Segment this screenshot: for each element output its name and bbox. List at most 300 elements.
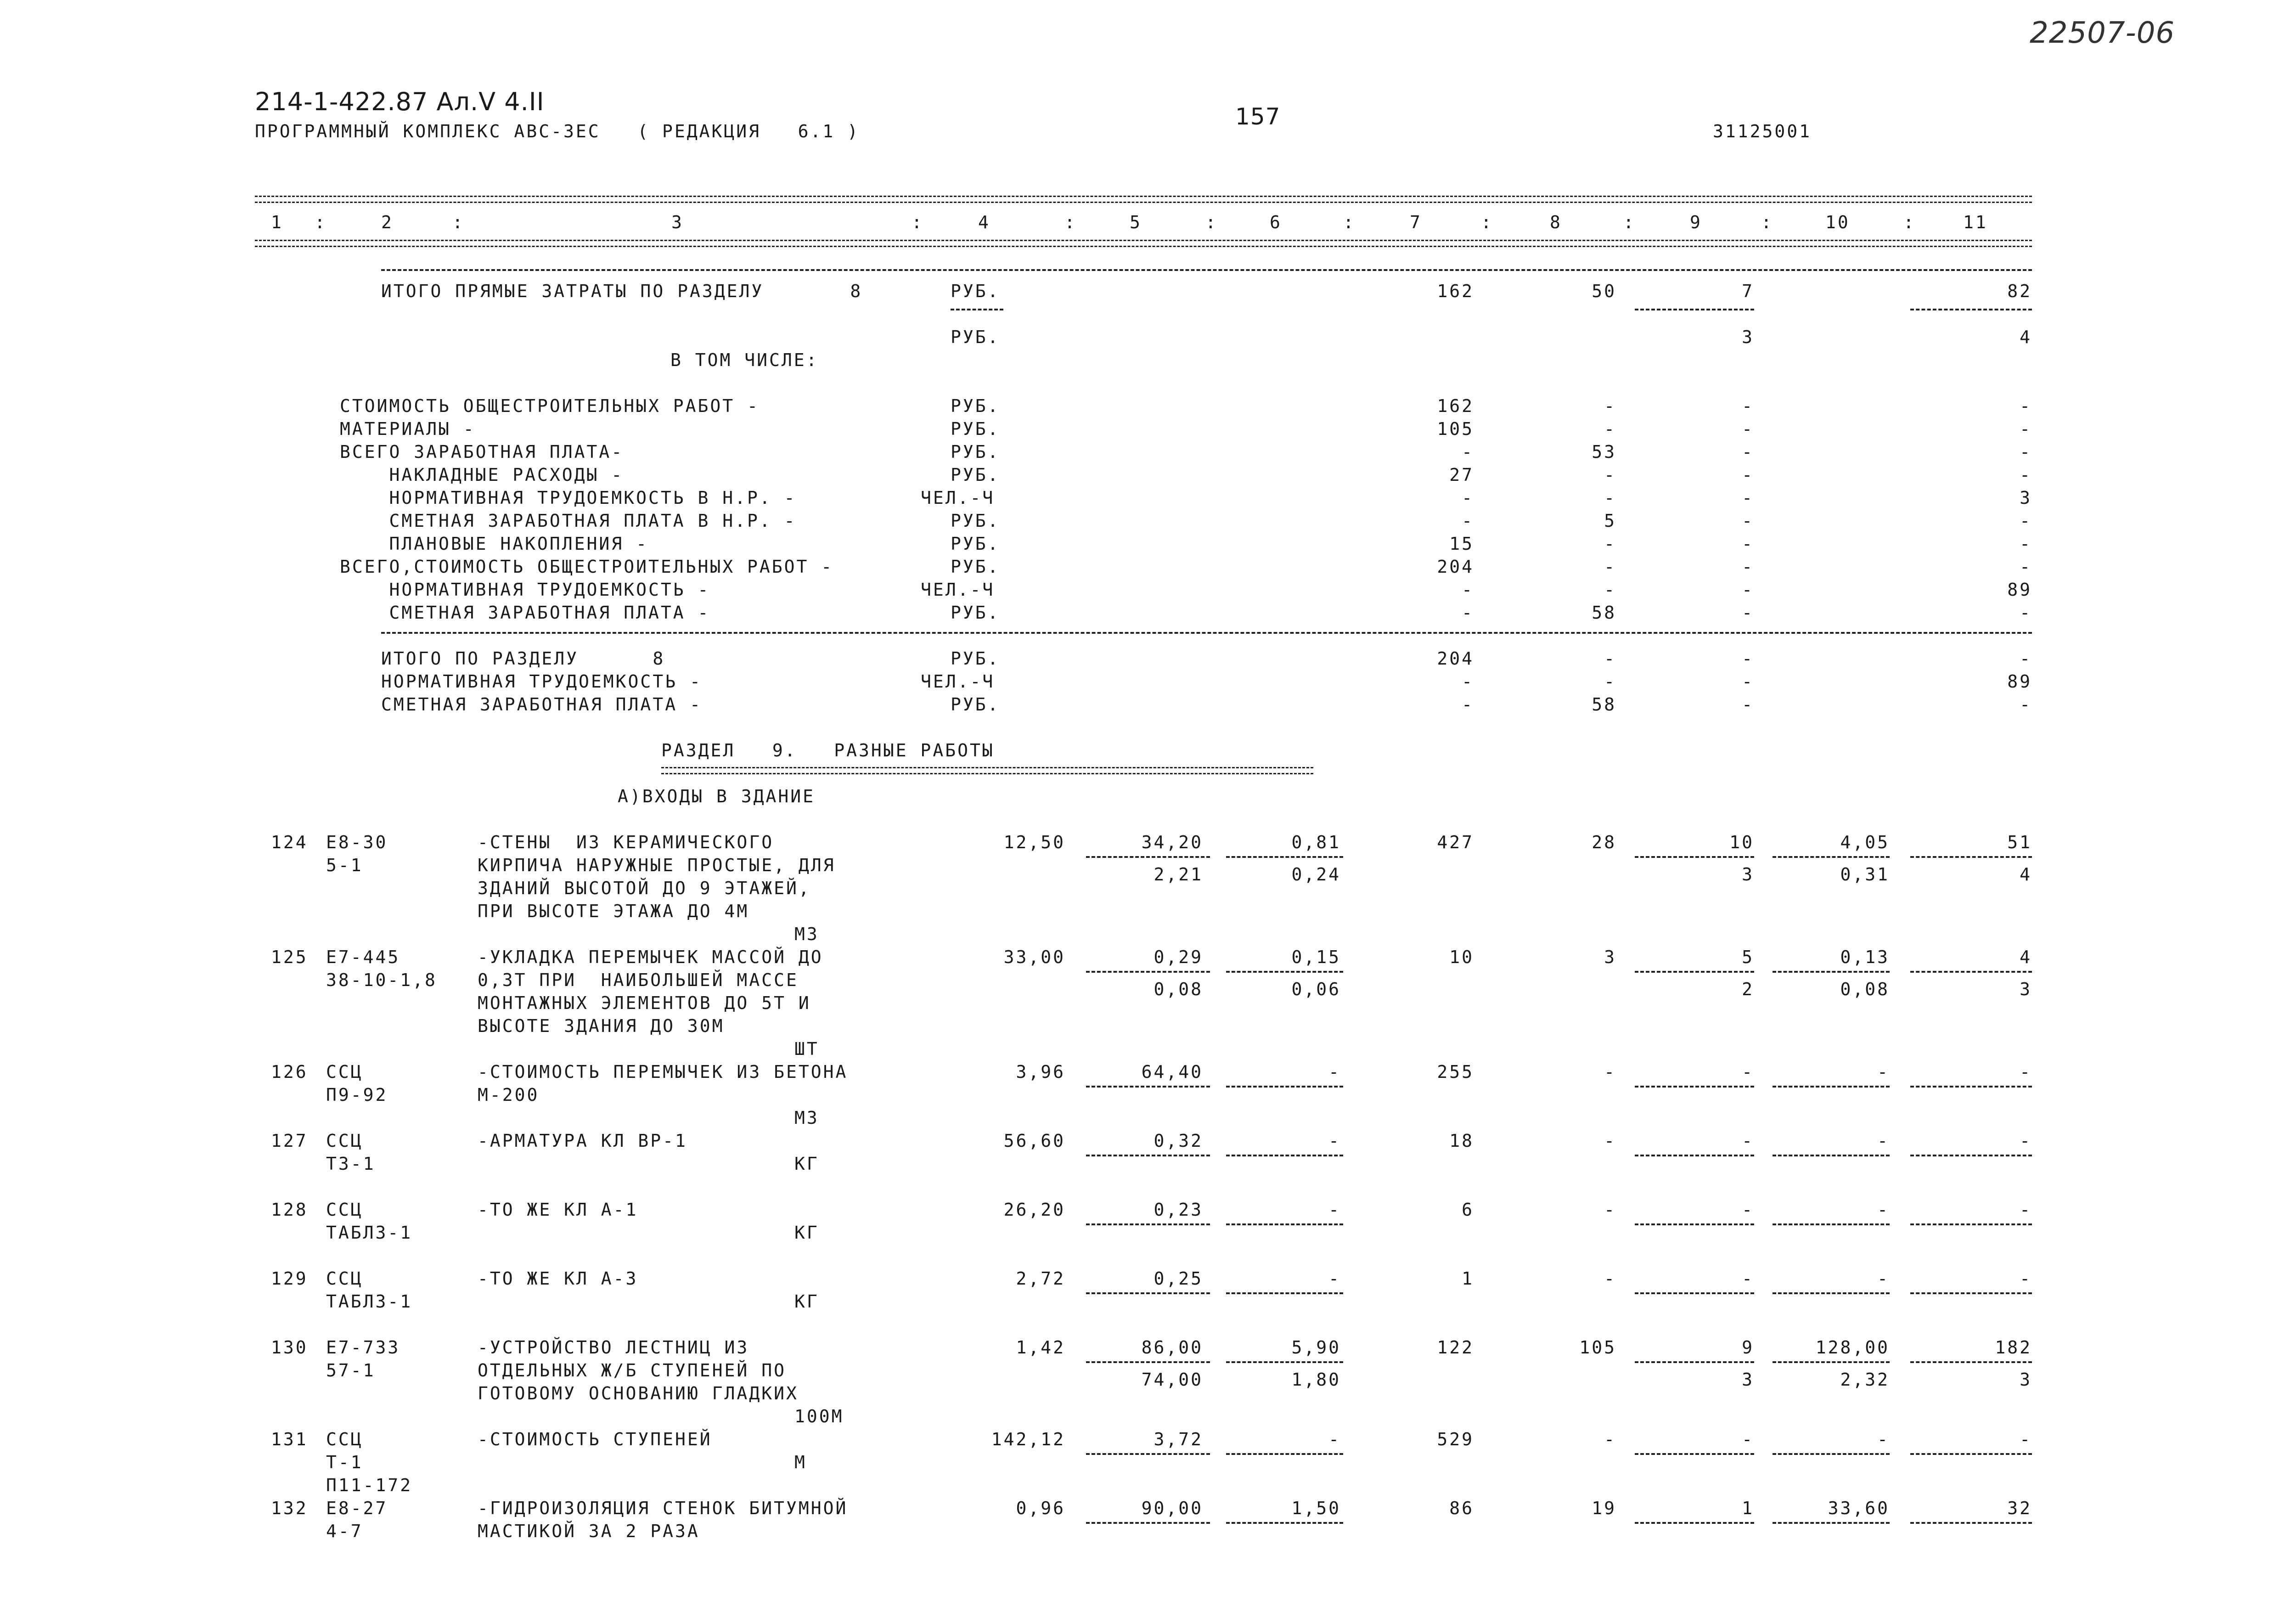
breakdown-unit: РУБ. xyxy=(951,557,1000,577)
item-c10: - xyxy=(1877,1268,1890,1289)
item-c7: 10 xyxy=(1449,947,1474,967)
including-label: В ТОМ ЧИСЛЕ: xyxy=(670,350,819,370)
total-c8: 58 xyxy=(1592,694,1616,715)
item-c6: 5,90 xyxy=(1291,1337,1341,1358)
sub-rule xyxy=(1086,971,1210,973)
item-description-line: -АРМАТУРА КЛ ВР-1 xyxy=(478,1131,687,1151)
item-c9: 5 xyxy=(1742,947,1754,967)
breakdown-c8: - xyxy=(1604,534,1616,554)
sub-rule xyxy=(1226,1086,1343,1088)
item-number: 130 xyxy=(271,1337,308,1358)
item-c5: 0,23 xyxy=(1154,1200,1203,1220)
item-c10b: 0,08 xyxy=(1840,979,1890,999)
item-c6: - xyxy=(1328,1062,1341,1082)
sub-rule xyxy=(1086,1522,1210,1524)
item-c9: 1 xyxy=(1742,1498,1754,1518)
sub-rule xyxy=(1635,856,1754,858)
item-c9b: 3 xyxy=(1742,864,1754,885)
direct-costs-c9: 7 xyxy=(1742,281,1754,301)
col-sep: : xyxy=(452,212,465,232)
breakdown-unit: РУБ. xyxy=(951,442,1000,462)
sub-rule xyxy=(1635,1223,1754,1225)
col-header-11: 11 xyxy=(1963,212,1988,232)
sub-rule xyxy=(1773,1223,1890,1225)
col-sep: : xyxy=(1205,212,1218,232)
breakdown-unit: РУБ. xyxy=(951,603,1000,623)
breakdown-c11: 89 xyxy=(2007,580,2032,600)
total-c7: - xyxy=(1462,671,1474,692)
item-code: Е8-27 xyxy=(326,1498,388,1518)
breakdown-c11: - xyxy=(2020,534,2032,554)
item-c5b: 74,00 xyxy=(1141,1370,1203,1390)
item-c10: - xyxy=(1877,1429,1890,1449)
total-c9: - xyxy=(1742,694,1754,715)
page-number: 157 xyxy=(1235,103,1281,130)
breakdown-label: НОРМАТИВНАЯ ТРУДОЕМКОСТЬ В Н.Р. - xyxy=(340,488,797,508)
breakdown-c11: - xyxy=(2020,603,2032,623)
col-header-3: 3 xyxy=(671,212,684,232)
item-c4: 2,72 xyxy=(1016,1268,1065,1289)
item-c9: - xyxy=(1742,1200,1754,1220)
sub-rule xyxy=(1910,1086,2032,1088)
total-unit: РУБ. xyxy=(951,694,1000,715)
item-c10: 33,60 xyxy=(1828,1498,1890,1518)
item-c4: 3,96 xyxy=(1016,1062,1065,1082)
breakdown-c11: - xyxy=(2020,557,2032,577)
sub-rule xyxy=(1910,1155,2032,1156)
breakdown-c8: - xyxy=(1604,488,1616,508)
item-number: 124 xyxy=(271,832,308,852)
section-9-title: РАЗДЕЛ 9. РАЗНЫЕ РАБОТЫ xyxy=(661,740,995,761)
item-c7: 529 xyxy=(1437,1429,1474,1449)
item-c10: - xyxy=(1877,1062,1890,1082)
breakdown-c9: - xyxy=(1742,511,1754,531)
item-c11: - xyxy=(2020,1062,2032,1082)
sub-rule xyxy=(1773,1522,1890,1524)
item-c8: - xyxy=(1604,1062,1616,1082)
item-c9: - xyxy=(1742,1268,1754,1289)
sub-rule xyxy=(1226,856,1343,858)
item-c6b: 0,06 xyxy=(1291,979,1341,999)
sub-rule xyxy=(1086,1453,1210,1455)
item-c7: 1 xyxy=(1462,1268,1474,1289)
item-number: 127 xyxy=(271,1131,308,1151)
total-c11: - xyxy=(2020,648,2032,669)
c9-rule xyxy=(1635,309,1754,310)
item-c9: 10 xyxy=(1729,832,1754,852)
col-sep: : xyxy=(315,212,327,232)
breakdown-c8: - xyxy=(1604,557,1616,577)
breakdown-c7: - xyxy=(1462,580,1474,600)
sub-rule xyxy=(1226,971,1343,973)
item-subcode: 57-1 xyxy=(326,1360,376,1381)
direct-costs-c8: 50 xyxy=(1592,281,1616,301)
item-c5: 0,25 xyxy=(1154,1268,1203,1289)
direct-costs-c11b: 4 xyxy=(2020,327,2032,347)
breakdown-c11: - xyxy=(2020,465,2032,485)
breakdown-c11: - xyxy=(2020,511,2032,531)
item-unit: М3 xyxy=(794,1108,819,1128)
item-c11: - xyxy=(2020,1131,2032,1151)
total-c8: - xyxy=(1604,671,1616,692)
item-c8: - xyxy=(1604,1200,1616,1220)
sub-rule xyxy=(1910,971,2032,973)
item-description-line: МАСТИКОЙ ЗА 2 РАЗА xyxy=(478,1521,700,1541)
sub-rule xyxy=(1910,1223,2032,1225)
item-c9: - xyxy=(1742,1429,1754,1449)
col-header-5: 5 xyxy=(1130,212,1142,232)
item-unit: КГ xyxy=(794,1154,819,1174)
sub-rule xyxy=(1635,1522,1754,1524)
breakdown-unit: РУБ. xyxy=(951,396,1000,416)
item-subcode: 4-7 xyxy=(326,1521,363,1541)
document-code: 31125001 xyxy=(1713,121,1812,141)
breakdown-unit: ЧЕЛ.-Ч xyxy=(921,488,995,508)
sub-rule xyxy=(1635,1292,1754,1294)
breakdown-c9: - xyxy=(1742,557,1754,577)
breakdown-c9: - xyxy=(1742,603,1754,623)
item-c6: - xyxy=(1328,1131,1341,1151)
item-c11b: 3 xyxy=(2020,1370,2032,1390)
item-description-line: -ТО ЖЕ КЛ А-1 xyxy=(478,1200,638,1220)
item-c11: 51 xyxy=(2007,832,2032,852)
item-subcode: ТАБЛ3-1 xyxy=(326,1291,413,1312)
breakdown-c11: - xyxy=(2020,419,2032,439)
item-c5: 0,32 xyxy=(1154,1131,1203,1151)
item-description-line: МОНТАЖНЫХ ЭЛЕМЕНТОВ ДО 5Т И xyxy=(478,993,811,1013)
breakdown-unit: РУБ. xyxy=(951,465,1000,485)
item-subcode: П11-172 xyxy=(326,1475,413,1495)
col-header-7: 7 xyxy=(1410,212,1422,232)
direct-costs-c7: 162 xyxy=(1437,281,1474,301)
item-c5: 0,29 xyxy=(1154,947,1203,967)
item-c5: 90,00 xyxy=(1141,1498,1203,1518)
sub-rule xyxy=(1226,1155,1343,1156)
breakdown-label: СМЕТНАЯ ЗАРАБОТНАЯ ПЛАТА - xyxy=(340,603,710,623)
sub-rule xyxy=(1086,1223,1210,1225)
item-code: Е8-30 xyxy=(326,832,388,852)
item-c6: - xyxy=(1328,1200,1341,1220)
breakdown-unit: РУБ. xyxy=(951,511,1000,531)
item-description-line: ОТДЕЛЬНЫХ Ж/Б СТУПЕНЕЙ ПО xyxy=(478,1360,786,1381)
item-number: 129 xyxy=(271,1268,308,1289)
item-c6b: 0,24 xyxy=(1291,864,1341,885)
total-unit: ЧЕЛ.-Ч xyxy=(921,671,995,692)
section-rule xyxy=(381,269,2032,271)
sub-rule xyxy=(1086,1292,1210,1294)
breakdown-c8: - xyxy=(1604,396,1616,416)
item-description-line: -СТОИМОСТЬ ПЕРЕМЫЧЕК ИЗ БЕТОНА xyxy=(478,1062,848,1082)
total-unit: РУБ. xyxy=(951,648,1000,669)
item-description-line: -СТОИМОСТЬ СТУПЕНЕЙ xyxy=(478,1429,712,1449)
sub-rule xyxy=(1086,856,1210,858)
sub-rule xyxy=(1635,1453,1754,1455)
item-c6b: 1,80 xyxy=(1291,1370,1341,1390)
sub-rule xyxy=(1910,1361,2032,1363)
item-description-line: ГОТОВОМУ ОСНОВАНИЮ ГЛАДКИХ xyxy=(478,1383,799,1403)
section-9-subtitle: А)ВХОДЫ В ЗДАНИЕ xyxy=(618,786,816,806)
breakdown-label: МАТЕРИАЛЫ - xyxy=(340,419,476,439)
item-c7: 427 xyxy=(1437,832,1474,852)
total-c9: - xyxy=(1742,648,1754,669)
sub-rule xyxy=(1773,1292,1890,1294)
item-c11: - xyxy=(2020,1268,2032,1289)
sub-rule xyxy=(1226,1522,1343,1524)
sub-rule xyxy=(1773,971,1890,973)
total-c9: - xyxy=(1742,671,1754,692)
item-c4: 33,00 xyxy=(1003,947,1065,967)
col-sep: : xyxy=(1623,212,1636,232)
item-number: 131 xyxy=(271,1429,308,1449)
totals-rule xyxy=(381,632,2032,634)
sub-rule xyxy=(1773,1155,1890,1156)
col-header-10: 10 xyxy=(1825,212,1850,232)
breakdown-unit: РУБ. xyxy=(951,534,1000,554)
item-c11: 4 xyxy=(2020,947,2032,967)
header-bottom-rule xyxy=(255,240,2032,247)
item-c9b: 2 xyxy=(1742,979,1754,999)
total-c7: 204 xyxy=(1437,648,1474,669)
breakdown-c7: - xyxy=(1462,511,1474,531)
item-c7: 122 xyxy=(1437,1337,1474,1358)
item-c8: 28 xyxy=(1592,832,1616,852)
total-c8: - xyxy=(1604,648,1616,669)
sub-rule xyxy=(1910,1292,2032,1294)
item-c5: 64,40 xyxy=(1141,1062,1203,1082)
direct-costs-c9b: 3 xyxy=(1742,327,1754,347)
sub-rule xyxy=(1910,1522,2032,1524)
item-c4: 142,12 xyxy=(991,1429,1065,1449)
item-code: ССЦ xyxy=(326,1429,363,1449)
sub-rule xyxy=(1910,856,2032,858)
breakdown-c8: 53 xyxy=(1592,442,1616,462)
item-subcode: ТАБЛ3-1 xyxy=(326,1223,413,1243)
sub-rule xyxy=(1635,1086,1754,1088)
item-c7: 255 xyxy=(1437,1062,1474,1082)
breakdown-unit: ЧЕЛ.-Ч xyxy=(921,580,995,600)
sub-rule xyxy=(1635,1361,1754,1363)
item-c5b: 2,21 xyxy=(1154,864,1203,885)
breakdown-label: ПЛАНОВЫЕ НАКОПЛЕНИЯ - xyxy=(340,534,648,554)
item-c6: 1,50 xyxy=(1291,1498,1341,1518)
item-c8: 3 xyxy=(1604,947,1616,967)
sub-rule xyxy=(1086,1086,1210,1088)
breakdown-c9: - xyxy=(1742,419,1754,439)
total-c7: - xyxy=(1462,694,1474,715)
item-c9: 9 xyxy=(1742,1337,1754,1358)
breakdown-label: ВСЕГО ЗАРАБОТНАЯ ПЛАТА- xyxy=(340,442,624,462)
breakdown-c8: - xyxy=(1604,465,1616,485)
item-c11: 32 xyxy=(2007,1498,2032,1518)
item-c8: - xyxy=(1604,1429,1616,1449)
item-subcode: Т3-1 xyxy=(326,1154,376,1174)
col-sep: : xyxy=(1761,212,1773,232)
item-c10: 128,00 xyxy=(1815,1337,1890,1358)
item-c5b: 0,08 xyxy=(1154,979,1203,999)
col-sep: : xyxy=(1343,212,1356,232)
breakdown-c7: 162 xyxy=(1437,396,1474,416)
breakdown-label: СМЕТНАЯ ЗАРАБОТНАЯ ПЛАТА В Н.Р. - xyxy=(340,511,797,531)
breakdown-c7: 105 xyxy=(1437,419,1474,439)
breakdown-c9: - xyxy=(1742,534,1754,554)
item-c9: - xyxy=(1742,1131,1754,1151)
item-c10b: 2,32 xyxy=(1840,1370,1890,1390)
item-description-line: КИРПИЧА НАРУЖНЫЕ ПРОСТЫЕ, ДЛЯ xyxy=(478,855,836,875)
breakdown-label: НОРМАТИВНАЯ ТРУДОЕМКОСТЬ - xyxy=(340,580,710,600)
item-description-line: -ТО ЖЕ КЛ А-3 xyxy=(478,1268,638,1289)
breakdown-c8: - xyxy=(1604,580,1616,600)
breakdown-c9: - xyxy=(1742,465,1754,485)
direct-costs-unit: РУБ. xyxy=(951,281,1000,301)
sub-rule xyxy=(1773,856,1890,858)
breakdown-label: СТОИМОСТЬ ОБЩЕСТРОИТЕЛЬНЫХ РАБОТ - xyxy=(340,396,760,416)
breakdown-c7: - xyxy=(1462,488,1474,508)
direct-costs-c11: 82 xyxy=(2007,281,2032,301)
item-c5: 3,72 xyxy=(1154,1429,1203,1449)
item-code: ССЦ xyxy=(326,1268,363,1289)
col-sep: : xyxy=(1064,212,1077,232)
breakdown-c9: - xyxy=(1742,396,1754,416)
item-code: ССЦ xyxy=(326,1131,363,1151)
item-subcode: 38-10-1,8 xyxy=(326,970,437,990)
item-description-line: -УКЛАДКА ПЕРЕМЫЧЕК МАССОЙ ДО xyxy=(478,947,823,967)
item-unit: КГ xyxy=(794,1223,819,1243)
breakdown-c8: 5 xyxy=(1604,511,1616,531)
breakdown-label: ВСЕГО,СТОИМОСТЬ ОБЩЕСТРОИТЕЛЬНЫХ РАБОТ - xyxy=(340,557,834,577)
item-c7: 6 xyxy=(1462,1200,1474,1220)
item-description-line: 0,3Т ПРИ НАИБОЛЬШЕЙ МАССЕ xyxy=(478,970,799,990)
section-9-underline xyxy=(661,767,1313,774)
item-description-line: ЗДАНИЙ ВЫСОТОЙ ДО 9 ЭТАЖЕЙ, xyxy=(478,878,811,898)
item-c10: - xyxy=(1877,1131,1890,1151)
sub-rule xyxy=(1635,971,1754,973)
col-header-4: 4 xyxy=(978,212,990,232)
item-description-line: ПРИ ВЫСОТЕ ЭТАЖА ДО 4М xyxy=(478,901,749,921)
item-number: 125 xyxy=(271,947,308,967)
breakdown-c9: - xyxy=(1742,488,1754,508)
item-c5: 34,20 xyxy=(1141,832,1203,852)
col-header-9: 9 xyxy=(1690,212,1702,232)
breakdown-c11: - xyxy=(2020,396,2032,416)
document-reference: 214-1-422.87 Ал.V 4.II xyxy=(255,87,545,116)
item-c8: 19 xyxy=(1592,1498,1616,1518)
item-code: ССЦ xyxy=(326,1200,363,1220)
item-description-line: -СТЕНЫ ИЗ КЕРАМИЧЕСКОГО xyxy=(478,832,774,852)
total-c11: 89 xyxy=(2007,671,2032,692)
item-code: Е7-445 xyxy=(326,947,400,967)
total-label: СМЕТНАЯ ЗАРАБОТНАЯ ПЛАТА - xyxy=(381,694,702,715)
col-header-6: 6 xyxy=(1270,212,1282,232)
breakdown-c7: - xyxy=(1462,603,1474,623)
item-c4: 12,50 xyxy=(1003,832,1065,852)
item-subcode: 5-1 xyxy=(326,855,363,875)
item-unit: М3 xyxy=(794,924,819,944)
col-header-1: 1 xyxy=(271,212,283,232)
item-description-line: -ГИДРОИЗОЛЯЦИЯ СТЕНОК БИТУМНОЙ xyxy=(478,1498,848,1518)
item-c11: - xyxy=(2020,1429,2032,1449)
sub-rule xyxy=(1773,1453,1890,1455)
item-c6: 0,81 xyxy=(1291,832,1341,852)
item-subcode: Т-1 xyxy=(326,1452,363,1472)
total-c11: - xyxy=(2020,694,2032,715)
sub-rule xyxy=(1910,1453,2032,1455)
sub-rule xyxy=(1226,1453,1343,1455)
item-unit: ШТ xyxy=(794,1039,819,1059)
item-c4: 26,20 xyxy=(1003,1200,1065,1220)
direct-costs-unit2: РУБ. xyxy=(951,327,1000,347)
program-line: ПРОГРАММНЫЙ КОМПЛЕКС АВС-ЗЕС ( РЕДАКЦИЯ 6.1 ) xyxy=(255,121,860,141)
total-label: НОРМАТИВНАЯ ТРУДОЕМКОСТЬ - xyxy=(381,671,702,692)
total-label: ИТОГО ПО РАЗДЕЛУ 8 xyxy=(381,648,665,669)
breakdown-c7: 204 xyxy=(1437,557,1474,577)
item-c9: - xyxy=(1742,1062,1754,1082)
item-c6: 0,15 xyxy=(1291,947,1341,967)
item-number: 132 xyxy=(271,1498,308,1518)
item-c10: 0,13 xyxy=(1840,947,1890,967)
item-c10b: 0,31 xyxy=(1840,864,1890,885)
sub-rule xyxy=(1226,1292,1343,1294)
item-description-line: М-200 xyxy=(478,1085,540,1105)
col-header-8: 8 xyxy=(1550,212,1562,232)
item-c8: - xyxy=(1604,1268,1616,1289)
breakdown-c7: 27 xyxy=(1449,465,1474,485)
item-description-line: -УСТРОЙСТВО ЛЕСТНИЦ ИЗ xyxy=(478,1337,749,1358)
item-c7: 86 xyxy=(1449,1498,1474,1518)
item-c10: - xyxy=(1877,1200,1890,1220)
item-c7: 18 xyxy=(1449,1131,1474,1151)
item-description-line: ВЫСОТЕ ЗДАНИЯ ДО 30М xyxy=(478,1016,725,1036)
col-sep: : xyxy=(1481,212,1493,232)
item-c11: - xyxy=(2020,1200,2032,1220)
sub-rule xyxy=(1086,1155,1210,1156)
col-sep: : xyxy=(1903,212,1916,232)
c11-rule xyxy=(1910,309,2032,310)
item-c5: 86,00 xyxy=(1141,1337,1203,1358)
col-sep: : xyxy=(912,212,924,232)
item-c9b: 3 xyxy=(1742,1370,1754,1390)
breakdown-label: НАКЛАДНЫЕ РАСХОДЫ - xyxy=(340,465,624,485)
archive-number-mark: 22507-06 xyxy=(2030,16,2175,50)
item-subcode: П9-92 xyxy=(326,1085,388,1105)
item-c8: - xyxy=(1604,1131,1616,1151)
breakdown-c11: - xyxy=(2020,442,2032,462)
breakdown-c8: 58 xyxy=(1592,603,1616,623)
breakdown-c7: 15 xyxy=(1449,534,1474,554)
item-unit: М xyxy=(794,1452,807,1472)
item-c11: 182 xyxy=(1995,1337,2032,1358)
item-c4: 1,42 xyxy=(1016,1337,1065,1358)
breakdown-c8: - xyxy=(1604,419,1616,439)
item-c10: 4,05 xyxy=(1840,832,1890,852)
breakdown-c11: 3 xyxy=(2020,488,2032,508)
breakdown-c9: - xyxy=(1742,442,1754,462)
col-header-2: 2 xyxy=(381,212,394,232)
item-c6: - xyxy=(1328,1429,1341,1449)
sub-rule xyxy=(1086,1361,1210,1363)
sub-rule xyxy=(1635,1155,1754,1156)
item-unit: 100М xyxy=(794,1406,844,1426)
breakdown-c7: - xyxy=(1462,442,1474,462)
item-c11b: 3 xyxy=(2020,979,2032,999)
unit-rule xyxy=(951,309,1003,310)
item-code: ССЦ xyxy=(326,1062,363,1082)
sub-rule xyxy=(1226,1361,1343,1363)
item-number: 126 xyxy=(271,1062,308,1082)
item-c8: 105 xyxy=(1579,1337,1616,1358)
item-code: Е7-733 xyxy=(326,1337,400,1358)
item-c6: - xyxy=(1328,1268,1341,1289)
header-top-rule xyxy=(255,196,2032,203)
